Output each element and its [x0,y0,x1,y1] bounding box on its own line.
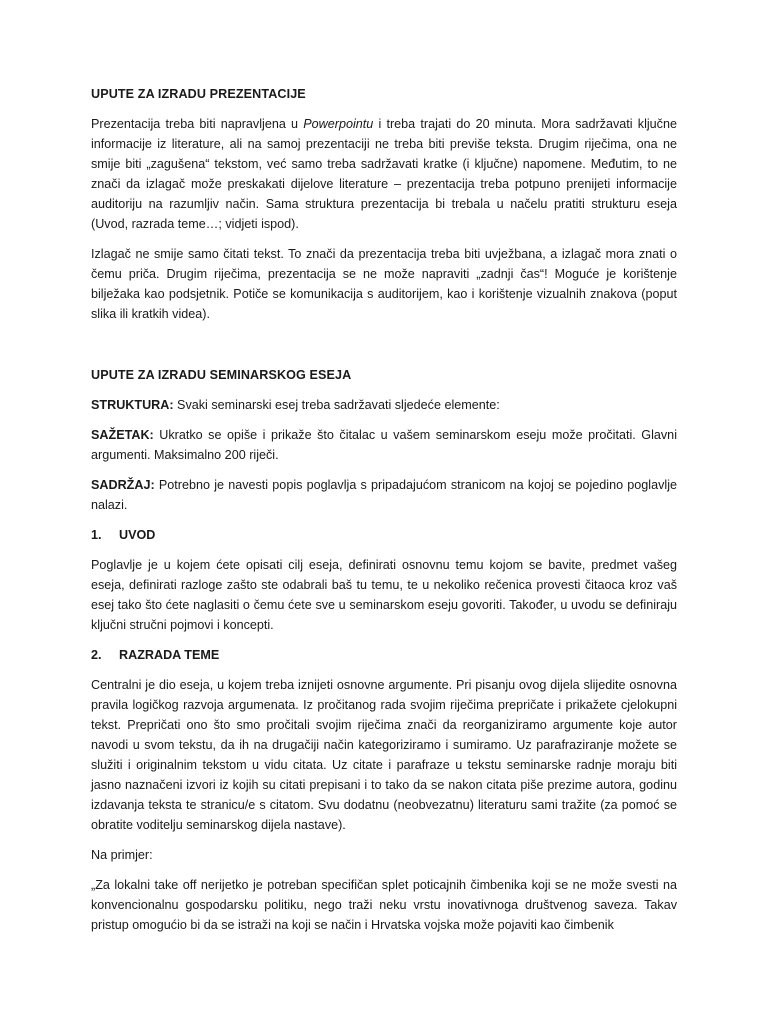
text-span: Prezentacija treba biti napravljena u [91,117,304,131]
paragraph-sazetak [91,425,677,465]
heading-uvod [91,525,677,545]
paragraph-na-primjer: Na primjer: [91,848,153,862]
paragraph-razrada: Centralni je dio eseja, u kojem treba iznijeti osnovne argumente. Pri pisanju ovog dijela slijedite osnovna pravila logičkog razvoja argumenata. Iz pročitanog rada svojim riječima prepričate i prikažete cjelokupni tekst. Prepričati ono što smo pročitali svojim riječima znači da reorganiziramo argumente koje autor navodi u svom tekstu, da ih na drugačiji način kategoriziramo i sumiramo. Uz parafraziranje možete se služiti i originalnim tekstom u vidu citata. Uz citate i parafraze u tekstu seminarske radnje moraju biti jasno naznačeni izvori iz kojih su citati prepisani i to tako da se nakon citata piše prezime autora, godinu izdavanja teksta te stranicu/e s citatom. Svu dodatnu (neobvezatnu) literaturu sami tražite (za pomoć se obratite voditelju seminarskog dijela nastave). [91,678,677,832]
heading-label: RAZRADA TEME [119,648,220,662]
paragraph-uvod: Poglavlje je u kojem ćete opisati cilj eseja, definirati osnovnu temu kojom se bavite, predmet vašeg eseja, definirati razloge zašto ste odabrali baš tu temu, te u nekoliko rečenica provesti čitaoca kroz vaš esej tako što ćete naglasiti o čemu ćete sve u seminarskom eseju govoriti. Također, u uvodu se definiraju ključni stručni pojmovi i koncepti. [91,558,677,632]
paragraph-quote: „Za lokalni take off nerijetko je potreban specifičan splet poticajnih čimbenika koji se ne može svesti na konvencionalnu gospodarsku politiku, nego traži neku vrstu inovativnoga društvenog saveza. Takav pristup omogućio bi da se istraži na koji se način i Hrvatska vojska može pojaviti kao čimbenik [91,878,677,932]
powerpoint-italic-text: Powerpointu [303,117,374,131]
paragraph-sadrzaj [91,475,677,515]
paragraph-presentation-delivery: Izlagač ne smije samo čitati tekst. To znači da prezentacija treba biti uvježbana, a izlagač mora znati o čemu priča. Drugim riječima, prezentacija se ne može napraviti „zadnji čas“! Moguće je korištenje bilježaka kao podsjetnik. Potiče se komunikacija s auditorijem, kao i korištenje vizualnih znakova (poput slika ili kratkih videa). [91,247,677,321]
heading-number: 1. [91,528,102,542]
heading-razrada-teme [91,645,677,665]
heading-number: 2. [91,648,102,662]
spacer [91,334,677,365]
text-span: i treba trajati do 20 minuta. Mora sadržavati ključne informacije iz literature, ali na samoj prezentaciji ne treba biti previše teksta. Drugim riječima, ona ne smije biti „zagušena“ tekstom, već samo treba sadržavati kratke (i ključne) napomene. Međutim, to ne znači da izlagač može preskakati dijelove literature – prezentacija treba potpuno prenijeti informacije auditoriju na razumljiv način. Sama struktura prezentacija bi trebala u načelu pratiti strukturu eseja (Uvod, razrada teme…; vidjeti ispod). [91,117,677,231]
paragraph-struktura [91,395,677,415]
section-title-presentation: UPUTE ZA IZRADU PREZENTACIJE [91,87,306,101]
paragraph-presentation-intro [91,114,677,234]
sazetak-label: SAŽETAK: [91,428,154,442]
sadrzaj-label: SADRŽAJ: [91,478,155,492]
text-span: Svaki seminarski esej treba sadržavati sljedeće elemente: [173,398,500,412]
text-span: Ukratko se opiše i prikaže što čitalac u vašem seminarskom eseju može pročitati. Glavni argumenti. Maksimalno 200 riječi. [91,428,677,462]
struktura-label: STRUKTURA: [91,398,174,412]
heading-label: UVOD [119,528,156,542]
document-page [91,84,677,945]
text-span: Potrebno je navesti popis poglavlja s pripadajućom stranicom na kojoj se pojedino poglavlje nalazi. [91,478,677,512]
section-title-essay: UPUTE ZA IZRADU SEMINARSKOG ESEJA [91,368,352,382]
